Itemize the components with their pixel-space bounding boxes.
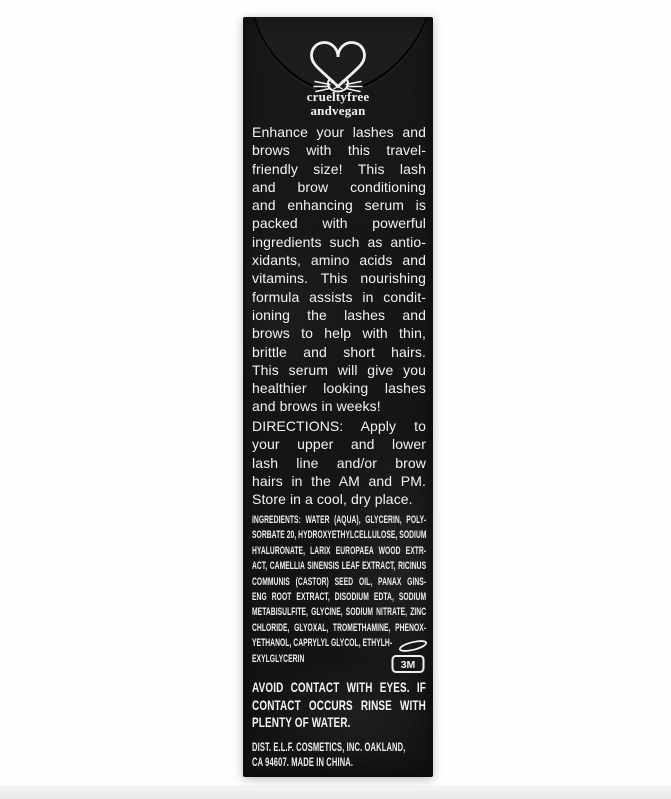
directions-line: DIRECTIONS: Apply to <box>252 418 426 434</box>
ingredients-line: METABISULFITE, GLYCINE, SODIUM NITRATE, ZINC <box>252 606 427 619</box>
ingredients-line: HYALURONATE, LARIX EUROPAEA WOOD EXTR- <box>252 544 427 557</box>
cruelty-free-bunny-heart-icon <box>306 36 370 94</box>
description-line: brows with this travel- <box>252 142 426 159</box>
ingredients-line: CHLORIDE, GLYOXAL, TROMETHAMINE, PHENOX- <box>252 621 427 634</box>
directions-line: Store in a cool, dry place. <box>252 491 413 508</box>
warning-line: AVOID CONTACT WITH EYES. IF <box>252 679 426 695</box>
description-line: Enhance your lashes and <box>252 124 426 140</box>
description-line: brows to help with thin, <box>252 325 426 342</box>
description-line: xidants, amino acids and <box>252 252 426 269</box>
description-line: and brow conditioning <box>252 178 426 195</box>
product-box-back-panel <box>243 17 433 777</box>
directions-line: lash line and/or brow <box>252 454 426 471</box>
cruelty-free-label-line2: andvegan <box>310 103 366 118</box>
distributor-line: DIST. E.L.F. COSMETICS, INC. OAKLAND, <box>252 742 406 754</box>
description-line: brittle and short hairs. <box>252 343 426 360</box>
pao-duration-label: 3M <box>400 659 416 671</box>
directions-line: your upper and lower <box>252 436 426 453</box>
description-line: packed with powerful <box>252 215 426 232</box>
description-line: and brows in weeks! <box>252 398 381 415</box>
description-line: ingredients such as antio- <box>252 233 426 250</box>
open-jar-icon <box>388 637 430 679</box>
photo-surface-strip <box>0 785 671 799</box>
cruelty-free-label-line1: crueltyfree <box>306 89 370 104</box>
description-paragraph <box>252 123 426 416</box>
warning-text <box>252 679 426 732</box>
ingredients-line: ACT, CAMELLIA SINENSIS LEAF EXTRACT, RICINUS <box>252 560 427 573</box>
ingredients-line: YETHANOL, CAPRYLYL GLYCOL, ETHYLH- <box>252 637 393 650</box>
description-line: and enhancing serum is <box>252 197 426 214</box>
ingredients-line: COMMUNIS (CASTOR) SEED OIL, PANAX GINS- <box>252 575 427 588</box>
warning-line: PLENTY OF WATER. <box>252 714 351 731</box>
distributor-line: CA 94607. MADE IN CHINA. <box>252 757 354 769</box>
description-line: vitamins. This nourishing <box>252 270 426 287</box>
distributor-text <box>252 741 426 771</box>
directions-line: hairs in the AM and PM. <box>252 472 426 489</box>
ingredients-line: INGREDIENTS: WATER (AQUA), GLYCERIN, POLY- <box>252 514 427 526</box>
directions-paragraph <box>252 417 426 508</box>
description-line: This serum will give you <box>252 361 426 378</box>
ingredients-line: SORBATE 20, HYDROXYETHYLCELLULOSE, SODIUM <box>252 529 427 542</box>
description-line: friendly size! This lash <box>252 160 426 177</box>
ingredients-line: ENG ROOT EXTRACT, DISODIUM EDTA, SODIUM <box>252 591 427 604</box>
description-line: healthier looking lashes <box>252 380 426 397</box>
ingredients-line: EXYLGLYCERIN <box>252 652 305 665</box>
description-line: formula assists in condit- <box>252 288 426 305</box>
warning-line: CONTACT OCCURS RINSE WITH <box>252 696 426 713</box>
description-line: ioning the lashes and <box>252 306 426 323</box>
